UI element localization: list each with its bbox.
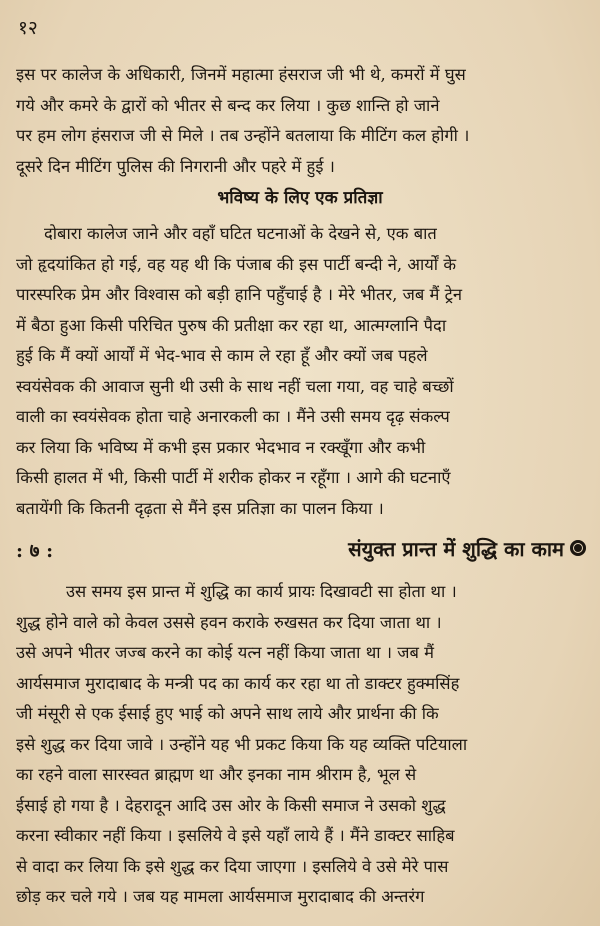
text-line: पारस्परिक प्रेम और विश्वास को बड़ी हानि पहुँचाई है । मेरे भीतर, जब मैं ट्रेन xyxy=(16,285,463,304)
text-line: करना स्वीकार नहीं किया । इसलिये वे इसे यहाँ लाये हैं । मैंने डाक्टर साहिब xyxy=(16,826,455,845)
text-line: का रहने वाला सारस्वत ब्राह्मण था और इनका नाम श्रीराम है, भूल से xyxy=(16,765,417,784)
text-line: दूसरे दिन मीटिंग पुलिस की निगरानी और पहरे में हुई । xyxy=(16,156,335,176)
chapter-title: संयुक्त प्रान्त में शुद्धि का काम xyxy=(348,537,564,561)
text-line: इस पर कालेज के अधिकारी, जिनमें महात्मा हंसराज जी भी थे, कमरों में घुस xyxy=(16,65,466,84)
text-line: उसे अपने भीतर जज्ब करने का कोई यत्न नहीं किया जाता था । जब मैं xyxy=(16,643,435,662)
text-line: कर लिया कि भविष्य में कभी इस प्रकार भेदभाव न रक्खूँगा और कभी xyxy=(16,437,426,457)
section-heading: भविष्य के लिए एक प्रतिज्ञा xyxy=(217,188,383,208)
text-line: दोबारा कालेज जाने और वहाँ घटित घटनाओं के देखने से, एक बात xyxy=(44,224,437,243)
text-line: स्वयंसेवक की आवाज सुनी थी उसी के साथ नहीं चला गया, वह चाहे बच्छों xyxy=(16,376,454,396)
text-line: जी मंसूरी से एक ईसाई हुए भाई को अपने साथ लाये और प्रार्थना की कि xyxy=(16,704,439,723)
text-line: बतायेंगी कि कितनी दृढ़ता से मैंने इस प्रतिज्ञा का पालन किया । xyxy=(16,498,384,518)
text-line: ईसाई हो गया है । देहरादून आदि उस ओर के किसी समाज ने उसको शुद्ध xyxy=(16,795,446,815)
text-line: किसी हालत में भी, किसी पार्टी में शरीक होकर न रहूँगा । आगे की घटनाएँ xyxy=(16,468,451,487)
text-line: इसे शुद्ध कर दिया जावे । उन्होंने यह भी प्रकट किया कि यह व्यक्ति पटियाला xyxy=(16,734,468,754)
chapter-number: : ७ : xyxy=(16,540,54,562)
text-line: आर्यसमाज मुरादाबाद के मन्त्री पद का कार्य कर रहा था तो डाक्टर हुक्मसिंह xyxy=(16,673,460,693)
text-line: वाली का स्वयंसेवक होता चाहे अनारकली का । मैंने उसी समय दृढ़ संकल्प xyxy=(16,407,450,426)
text-line: उस समय इस प्रान्त में शुद्धि का कार्य प्रायः दिखावटी सा होता था । xyxy=(66,582,457,601)
page-number: १२ xyxy=(18,17,38,39)
text-line: हुई कि मैं क्यों आर्यों में भेद-भाव से काम ले रहा हूँ और क्यों जब पहले xyxy=(16,346,428,365)
chapter-header xyxy=(16,535,586,567)
text-line: पर हम लोग हंसराज जी से मिले । तब उन्होंने बतलाया कि मीटिंग कल होगी । xyxy=(16,126,470,145)
text-line: से वादा कर लिया कि इसे शुद्ध कर दिया जाएगा । इसलिये वे उसे मेरे पास xyxy=(16,856,449,876)
text-line: में बैठा हुआ किसी परिचित पुरुष की प्रतीक्षा कर रहा था, आत्मग्लानि पैदा xyxy=(16,315,447,335)
paragraph-2 xyxy=(16,219,586,524)
text-line: शुद्ध होने वाले को केवल उससे हवन कराके रुखसत कर दिया जाता था । xyxy=(16,612,442,632)
paragraph-1 xyxy=(16,60,586,182)
paragraph-3 xyxy=(16,577,586,913)
text-line: जो हृदयांकित हो गई, वह यह थी कि पंजाब की इस पार्टी बन्दी ने, आर्यों के xyxy=(16,254,457,274)
text-line: छोड़ कर चले गये । जब यह मामला आर्यसमाज मुरादाबाद की अन्तरंग xyxy=(16,887,425,906)
text-line: गये और कमरे के द्वारों को भीतर से बन्द कर लिया । कुछ शान्ति हो जाने xyxy=(16,95,440,115)
flower-ornament-icon xyxy=(570,540,586,556)
